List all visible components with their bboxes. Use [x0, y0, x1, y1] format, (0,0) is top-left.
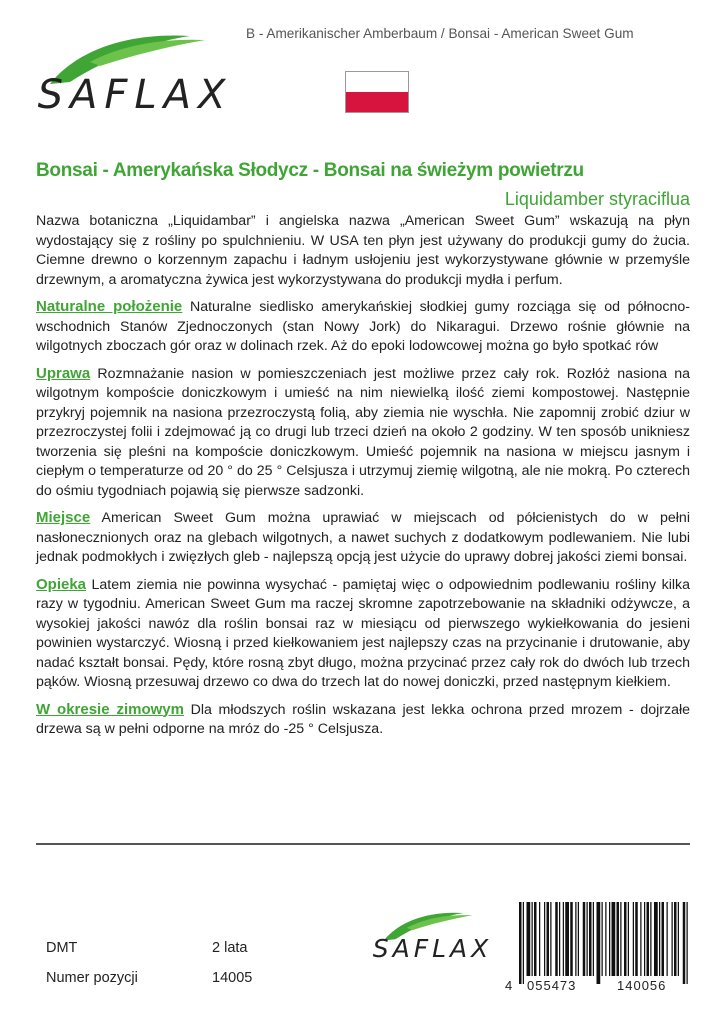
intro-paragraph: Nazwa botaniczna „Liquidambar” i angielska nazwa „American Sweet Gum” wskazują na płyn wydostający się z rośliny po spulchnieniu. W USA ten płyn jest używany do produkcji gumy do żucia. Ciemne drewno o korzennym zapachu i ładnym usłojeniu jest wykorzystywane głównie w przemyśle drzewnym, a aromatyczna żywica jest wykorzystywana do produkcji mydła i perfum.	[36, 213, 690, 288]
section-location	[36, 508, 690, 568]
barcode-bar	[587, 902, 588, 976]
barcode-bar	[544, 902, 545, 976]
section-heading: Uprawa	[36, 364, 91, 382]
barcode-bar	[570, 902, 573, 976]
dmt-value: 2 lata	[212, 940, 248, 956]
logo-wordmark: SAFLAX	[37, 72, 233, 118]
item-number-value: 14005	[212, 970, 253, 986]
polish-flag-icon	[345, 71, 409, 113]
barcode-left-group: 055473	[527, 978, 577, 993]
barcode-bar	[672, 902, 673, 976]
barcode-bar	[628, 902, 629, 976]
barcode-bar	[547, 902, 550, 976]
barcode-bar	[539, 902, 540, 976]
barcode-bar	[602, 902, 603, 976]
barcode-bar	[674, 902, 677, 976]
barcode-bar	[659, 902, 660, 976]
barcode-first-digit: 4	[505, 978, 514, 993]
section-heading: Opieka	[36, 575, 87, 593]
barcode-right-group: 140056	[617, 978, 667, 993]
barcode-bar	[683, 902, 686, 984]
section-heading: Naturalne położenie	[36, 298, 183, 315]
section-care	[36, 575, 690, 693]
dmt-label: DMT	[46, 940, 78, 956]
barcode-bar	[597, 902, 601, 984]
barcode-bar	[647, 902, 650, 976]
barcode-bar	[550, 902, 551, 976]
barcode-bar	[527, 902, 531, 976]
barcode-bar	[620, 902, 621, 976]
saflax-logo-small	[370, 905, 495, 965]
barcode-bar	[559, 902, 560, 976]
barcode-bar	[583, 902, 586, 976]
section-heading: W okresie zimowym	[36, 700, 184, 718]
section-text: Naturalne siedlisko amerykańskiej słodkiej gumy rozciąga się od północno-wschodnich Stanów Zjednoczonych (stan Nowy Jork) do Nikaragui. Drzewo rośnie głównie na wilgotnych zboczach gór oraz w dolinach rzek. Aż do epoki lodowcowej można go było spotkać rów	[36, 299, 690, 354]
divider	[36, 843, 690, 845]
barcode-bar	[575, 902, 576, 976]
barcode-bar	[523, 902, 524, 984]
barcode-bar	[593, 902, 594, 976]
barcode-bar	[565, 902, 569, 976]
section-winter	[36, 700, 690, 740]
barcode-bar	[654, 902, 658, 976]
description-body	[36, 212, 690, 747]
logo-wordmark: SAFLAX	[372, 934, 493, 963]
section-text: American Sweet Gum można uprawiać w miejscach od półcienistych do w pełni nasłonecznionych oraz na glebach wilgotnych, a nawet suchych z dodatkowym podlewaniem. Nie lubi jednak podmokłych i zwięzłych gleb - najlepszą opcją jest użycie do uprawy dobrej jakości ziemi bonsai.	[36, 510, 690, 565]
barcode-bar	[678, 902, 679, 976]
barcode-bar	[555, 902, 558, 976]
barcode-bar	[687, 902, 688, 984]
section-text: Dla młodszych roślin wskazana jest lekka ochrona przed mrozem - dojrzałe drzewa są w pełni odporne na mróz do -25 ° Celsjusza.	[36, 701, 690, 737]
item-number-label: Numer pozycji	[46, 970, 138, 986]
barcode-bar	[624, 902, 627, 976]
barcode-bar	[532, 902, 533, 976]
barcode-bar	[640, 902, 641, 976]
barcode-bar	[644, 902, 645, 976]
page-title: Bonsai - Amerykańska Słodycz - Bonsai na świeżym powietrzu	[36, 160, 584, 181]
section-natural-habitat	[36, 297, 690, 357]
barcode-bar	[563, 902, 564, 976]
barcode-bar	[635, 902, 638, 976]
section-heading: Miejsce	[36, 509, 91, 526]
latin-name: Liquidamber styraciflua	[504, 189, 690, 209]
barcode-bar	[605, 902, 606, 976]
section-text: Latem ziemia nie powinna wysychać - pamiętaj więc o odpowiednim podlewaniu rośliny kilka razy w tygodniu. American Sweet Gum ma raczej skromne zapotrzebowanie na składniki odżywcze, a wysokiej jakości nawóz dla roślin bonsai raz w miesiącu od pierwszego wykiełkowania do jesieni powinien wystarczyć. Wiosną i przed kiełkowaniem jest najlepszy czas na przycinanie i drutowanie, aby nadać kształt bonsai. Pędy, które rosną zbyt długo, można przycinać przez cały rok do dwóch lub trzech pąków. Wiosną przesuwaj drzewo co dwa do trzech lat do nowej doniczki, przed następnym kiełkiem.	[36, 576, 690, 690]
product-line: B - Amerikanischer Amberbaum / Bonsai - American Sweet Gum	[246, 26, 634, 41]
barcode-bar	[650, 902, 651, 976]
barcode-bar	[662, 902, 665, 976]
barcode-bar	[578, 902, 579, 976]
section-text: Rozmnażanie nasion w pomieszczeniach jest możliwe przez cały rok. Rozłóż nasiona na wilgotnym kompoście doniczkowym i umieść na nim niewielką ilość ziemi kompostowej. Następnie przykryj pojemnik na nasiona przezroczystą folią, aby ziemia nie wyschła. Nie zapomnij zrobić dziur w przezroczystej folii i zdejmować ją co drugi lub trzeci dzień na około 2 godziny. W ten sposób unikniesz tworzenia się pleśni na kompoście doniczkowym. Umieść pojemnik na nasiona w miejscu jasnym i ciepłym o temperaturze od 20 ° do 25 ° Celsjusza i utrzymuj ziemię wilgotną, ale nie mokrą. Po czterech do ośmiu tygodniach pojawią się pierwsze sadzonki.	[36, 365, 690, 499]
barcode-bar	[534, 902, 537, 976]
barcode-bar	[617, 902, 620, 976]
barcode-bars	[505, 902, 690, 984]
section-cultivation	[36, 364, 690, 502]
barcode-bar	[667, 902, 668, 976]
barcode-bar	[633, 902, 634, 976]
barcode-bar	[519, 902, 522, 984]
barcode-bar	[589, 902, 592, 976]
barcode-bar	[609, 902, 610, 976]
barcode-bar	[612, 902, 616, 976]
saflax-logo	[30, 22, 240, 122]
